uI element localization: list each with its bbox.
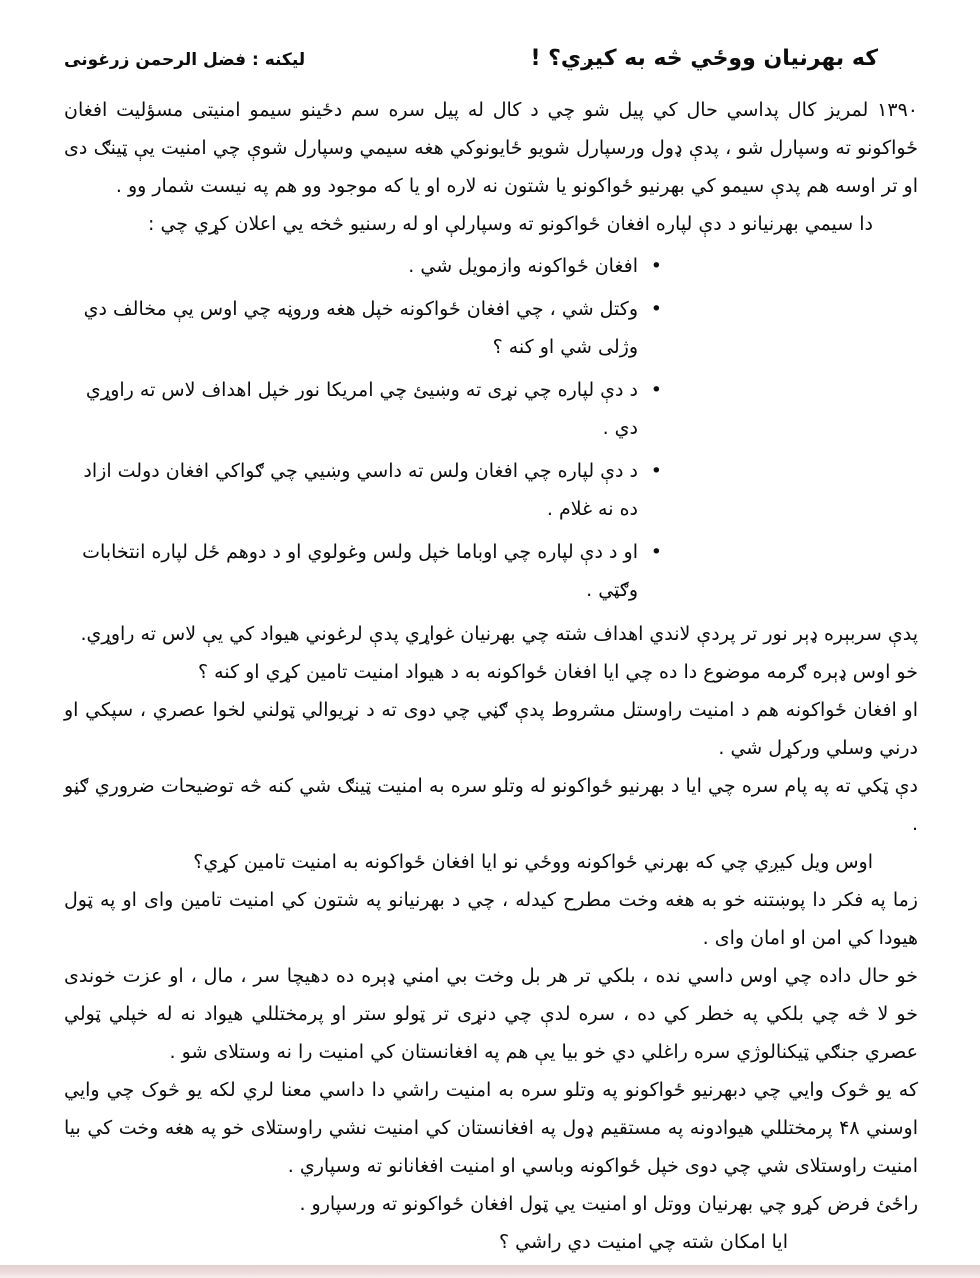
byline: ليکنه : فضل الرحمن زرغونی (64, 50, 306, 70)
paragraph-handover-intro: دا سيمي بهرنيانو د دې لپاره افغان ځواکونو ته وسپارلې او له رسنيو څخه يي اعلان کړي چي : (148, 213, 873, 235)
bullet-item (64, 290, 638, 366)
bullet-list (64, 247, 918, 609)
paragraph-assumption: راځئ فرض کړو چي بهرنيان ووتل او امنيت يي ټول افغان ځواکونو ته ورسپارو . (299, 1193, 918, 1215)
paragraph-question-restated: اوس ويل کيږي چي که بهرني ځواکونه ووځي نو ايا افغان ځواکونه به امنيت تامين کړي؟ (193, 851, 873, 873)
bullet-item-text: د دې لپاره چي افغان ولس ته داسي وښيي چي ګواکي افغان دولت ازاد ده نه غلام . (83, 460, 638, 520)
bullet-item (64, 533, 638, 609)
paragraph-final-question: ايا امکان شته چي امنيت دي راشي ؟ (499, 1231, 788, 1253)
document-header (0, 0, 980, 71)
bullet-item-text: د دې لپاره چي نړی ته وښيئ چي امريکا نور خپل اهداف لاس ته راوړي دي . (85, 379, 638, 439)
bullet-item (64, 371, 638, 447)
page-title: که بهرنيان ووځي څه به کيږي؟ ! (530, 46, 878, 71)
bullet-item (64, 452, 638, 528)
paragraph-my-opinion: زما په فکر دا پوښتنه خو به هغه وخت مطرح کيدله ، چي د بهرنيانو په شتون کي امنيت تامين وای او په ټول هيودا کي امن او امان وای . (64, 889, 918, 949)
bullet-item-text: او د دې لپاره چي اوباما خپل ولس وغولوي او د دوهم ځل لپاره انتخابات وګټي . (82, 541, 638, 601)
paragraph-clarifications: دې ټکي ته په پام سره چي ايا د بهرنيو ځواکونو له وتلو سره به امنيت ټينګ شي کنه څه توضيحات ضروري ګڼو . (64, 775, 918, 835)
bullet-item-text: افغان ځواکونه وازمويل شي . (408, 255, 638, 277)
bullet-item-text: وکتل شي ، چي افغان ځواکونه خپل هغه وروڼه چي اوس يې مخالف دي وژلی شي او کنه ؟ (83, 298, 638, 358)
bullet-item (64, 247, 638, 285)
document-body (0, 71, 980, 1261)
bottom-gradient-bar (0, 1265, 980, 1278)
paragraph-withdrawal-logic: که يو څوک وايي چي دبهرنيو ځواکونو په وتلو سره به امنيت راشي دا داسي معنا لري لکه يو څوک چي وايي اوسني ۴۸ پرمختللي هيوادونه په مستقيم ډول په افغانستان کي امنيت نشي راوستلای خو په هغه وخت کي بيا امنيت راوستلای شي چي دوی خپل ځواکونه وباسي او امنيت افغانانو ته وسپاري . (64, 1079, 919, 1177)
paragraph-hidden-aims: پدې سربېره ډېر نور تر پردې لاندي اهداف شته چي بهرنيان غواړي پدې لرغوني هيواد کي يې لاس ته راوړي. (80, 623, 918, 645)
paragraph-hot-topic: خو اوس ډېره ګرمه موضوع دا ده چي ايا افغان ځواکونه به د هيواد امنيت تامين کړي او کنه ؟ (197, 661, 918, 683)
paragraph-opening: ۱۳۹۰ لمريز کال پداسي حال کي پيل شو چي د کال له پيل سره سم دځينو سيمو امنيتی مسؤليت افغان ځواکونو ته وسپارل شو ، پدې ډول ورسپارل شويو ځايونوکي هغه سيمي وسپارل شوې چي امنيت يې ټينګ دی او تر اوسه هم پدې سيمو کي بهرنيو ځواکونو يا شتون نه لاره او يا که موجود وو هم په نيست شمار وو . (64, 99, 918, 197)
paragraph-conditions: او افغان ځواکونه هم د امنيت راوستل مشروط پدې ګڼي چي دوی ته د نړيوالي ټولني لخوا عصري ، سپکي او درني وسلي ورکړل شي . (64, 699, 918, 759)
paragraph-current-situation: خو حال داده چي اوس داسي نده ، بلکي تر هر بل وخت بي امني ډېره ده دهيچا سر ، مال ، او عزت خوندی خو لا څه چي بلکي په خطر کي ده ، سره لدې چي دنړی تر ټولو ستر او پرمختللي هيواد نه له خپلي ټولي عصري جنګي ټيکنالوژي سره راغلي دي خو بيا يې هم په افغانستان کي امنيت را نه وستلای شو . (64, 965, 918, 1063)
